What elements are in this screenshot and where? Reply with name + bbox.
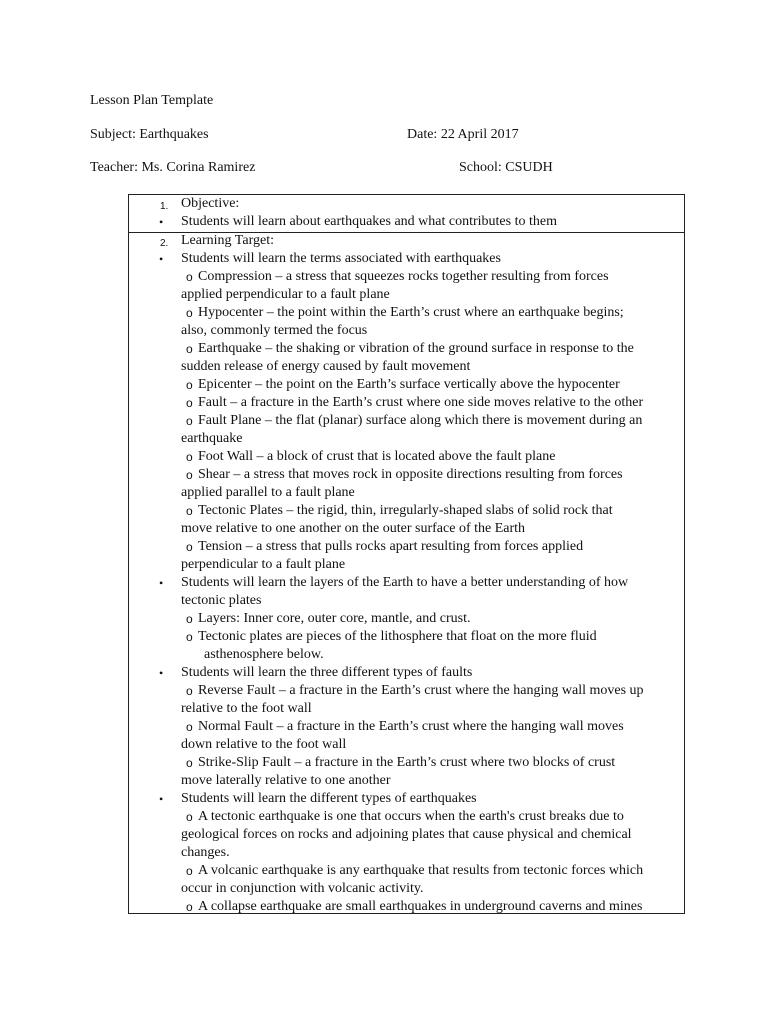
sub-bullet-icon: o xyxy=(186,396,193,410)
learning-target-continuation: perpendicular to a fault plane xyxy=(181,557,346,572)
learning-target-continuation: asthenosphere below. xyxy=(204,647,324,662)
learning-target-continuation: move relative to one another on the outer surface of the Earth xyxy=(181,521,526,536)
learning-target-continuation: applied parallel to a fault plane xyxy=(181,485,355,500)
school-label: School: CSUDH xyxy=(459,160,553,175)
learning-target-bullet: Students will learn the different types of earthquakes xyxy=(181,791,477,806)
sub-bullet-icon: o xyxy=(186,342,193,356)
learning-target-sub-item: Tectonic plates are pieces of the lithosphere that float on the more fluid xyxy=(198,629,597,644)
learning-target-continuation: tectonic plates xyxy=(181,593,262,608)
learning-target-sub-item: Earthquake – the shaking or vibration of the ground surface in response to the xyxy=(198,341,634,356)
learning-target-sub-item: Hypocenter – the point within the Earth’s crust where an earthquake begins; xyxy=(198,305,624,320)
section-number: 1. xyxy=(160,201,169,212)
objective-heading: Objective: xyxy=(181,196,240,211)
learning-target-sub-item: Reverse Fault – a fracture in the Earth’s crust where the hanging wall moves up xyxy=(198,683,644,698)
bullet-icon: • xyxy=(159,576,164,590)
learning-target-sub-item: Epicenter – the point on the Earth’s surface vertically above the hypocenter xyxy=(198,377,620,392)
objective-bullet: Students will learn about earthquakes and what contributes to them xyxy=(181,214,557,229)
sub-bullet-icon: o xyxy=(186,504,193,518)
sub-bullet-icon: o xyxy=(186,306,193,320)
subject-label: Subject: Earthquakes xyxy=(90,127,209,142)
learning-target-continuation: applied perpendicular to a fault plane xyxy=(181,287,390,302)
learning-target-sub-item: Compression – a stress that squeezes rocks together resulting from forces xyxy=(198,269,609,284)
learning-target-continuation: sudden release of energy caused by fault movement xyxy=(181,359,471,374)
document-title: Lesson Plan Template xyxy=(90,93,214,108)
learning-target-continuation: geological forces on rocks and adjoining plates that cause physical and chemical xyxy=(181,827,632,842)
learning-target-sub-item: Layers: Inner core, outer core, mantle, and crust. xyxy=(198,611,471,626)
date-label: Date: 22 April 2017 xyxy=(407,127,519,142)
learning-target-sub-item: A tectonic earthquake is one that occurs when the earth's crust breaks due to xyxy=(198,809,624,824)
learning-target-row xyxy=(129,232,684,913)
bullet-icon: • xyxy=(159,215,164,229)
learning-target-bullet: Students will learn the layers of the Earth to have a better understanding of how xyxy=(181,575,629,590)
sub-bullet-icon: o xyxy=(186,450,193,464)
learning-target-bullet: Students will learn the terms associated with earthquakes xyxy=(181,251,501,266)
teacher-label: Teacher: Ms. Corina Ramirez xyxy=(90,160,256,175)
learning-target-sub-item: Strike-Slip Fault – a fracture in the Earth’s crust where two blocks of crust xyxy=(198,755,616,770)
sub-bullet-icon: o xyxy=(186,468,193,482)
learning-target-sub-item: A volcanic earthquake is any earthquake that results from tectonic forces which xyxy=(198,863,644,878)
bullet-icon: • xyxy=(159,792,164,806)
learning-target-sub-item: A collapse earthquake are small earthquakes in underground caverns and mines xyxy=(198,899,643,914)
lesson-table xyxy=(128,194,685,914)
section-number: 2. xyxy=(160,238,169,249)
bullet-icon: • xyxy=(159,252,164,266)
sub-bullet-icon: o xyxy=(186,270,193,284)
learning-target-continuation: relative to the foot wall xyxy=(181,701,312,716)
sub-bullet-icon: o xyxy=(186,900,193,914)
learning-target-sub-item: Tension – a stress that pulls rocks apart resulting from forces applied xyxy=(198,539,584,554)
learning-target-bullet: Students will learn the three different types of faults xyxy=(181,665,473,680)
sub-bullet-icon: o xyxy=(186,414,193,428)
bullet-icon: • xyxy=(159,666,164,680)
learning-target-sub-item: Foot Wall – a block of crust that is located above the fault plane xyxy=(198,449,556,464)
learning-target-continuation: also, commonly termed the focus xyxy=(181,323,368,338)
learning-target-continuation: move laterally relative to one another xyxy=(181,773,391,788)
learning-target-heading: Learning Target: xyxy=(181,233,274,248)
learning-target-continuation: down relative to the foot wall xyxy=(181,737,347,752)
sub-bullet-icon: o xyxy=(186,720,193,734)
sub-bullet-icon: o xyxy=(186,810,193,824)
sub-bullet-icon: o xyxy=(186,540,193,554)
sub-bullet-icon: o xyxy=(186,864,193,878)
sub-bullet-icon: o xyxy=(186,612,193,626)
learning-target-continuation: changes. xyxy=(181,845,230,860)
learning-target-sub-item: Shear – a stress that moves rock in opposite directions resulting from forces xyxy=(198,467,623,482)
learning-target-sub-item: Fault Plane – the flat (planar) surface along which there is movement during an xyxy=(198,413,643,428)
learning-target-sub-item: Tectonic Plates – the rigid, thin, irregularly-shaped slabs of solid rock that xyxy=(198,503,613,518)
learning-target-continuation: earthquake xyxy=(181,431,243,446)
sub-bullet-icon: o xyxy=(186,684,193,698)
learning-target-sub-item: Normal Fault – a fracture in the Earth’s crust where the hanging wall moves xyxy=(198,719,624,734)
sub-bullet-icon: o xyxy=(186,630,193,644)
learning-target-continuation: occur in conjunction with volcanic activity. xyxy=(181,881,424,896)
sub-bullet-icon: o xyxy=(186,756,193,770)
objective-row xyxy=(129,195,684,233)
sub-bullet-icon: o xyxy=(186,378,193,392)
learning-target-sub-item: Fault – a fracture in the Earth’s crust where one side moves relative to the other xyxy=(198,395,644,410)
